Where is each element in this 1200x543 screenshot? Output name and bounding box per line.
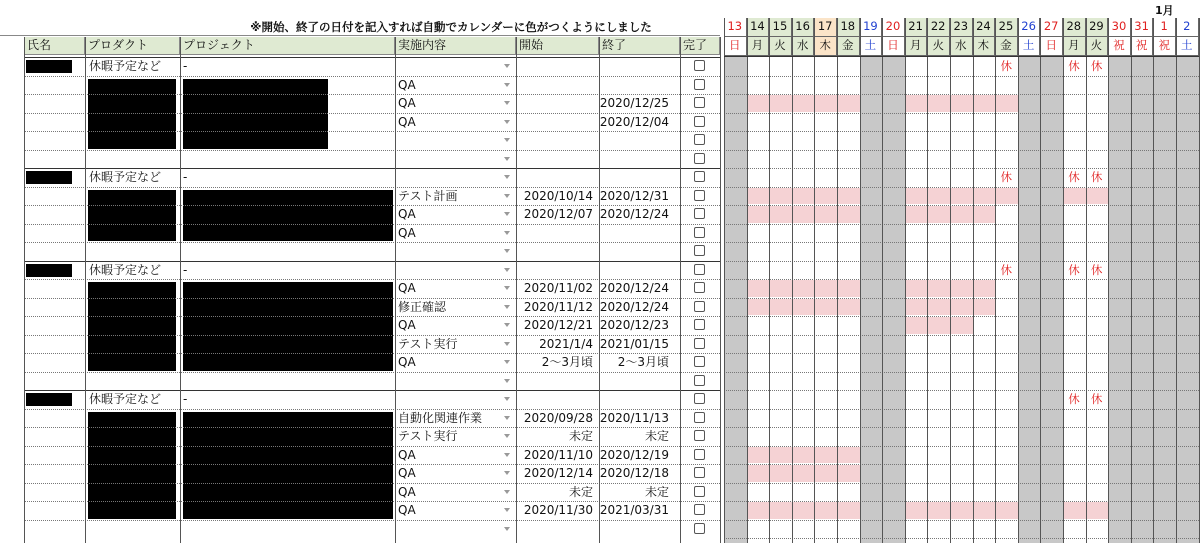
calendar-column-border [905, 18, 906, 543]
redacted-product [88, 190, 176, 242]
calendar-column-border [837, 18, 838, 543]
calendar-column-border [1063, 18, 1064, 543]
rest-day-mark: 休 [1068, 392, 1080, 406]
calendar-weekday[interactable]: 木 [973, 37, 996, 56]
dropdown-arrow-icon[interactable] [504, 157, 510, 161]
column-border [24, 37, 25, 543]
dropdown-arrow-icon[interactable] [504, 453, 510, 457]
calendar-day-number[interactable]: 28 [1063, 18, 1086, 37]
calendar-weekday[interactable]: 火 [1086, 37, 1109, 56]
done-checkbox[interactable] [694, 153, 705, 164]
done-checkbox[interactable] [694, 282, 705, 293]
schedule-bar [905, 502, 1018, 519]
redacted-project [183, 79, 328, 149]
schedule-bar [747, 465, 860, 482]
calendar-row-divider [724, 409, 1199, 410]
calendar-day-number[interactable]: 15 [769, 18, 792, 37]
calendar-row-divider [724, 242, 1199, 243]
calendar-row-divider [724, 224, 1199, 225]
instruction-note: ※開始、終了の日付を記入すれば自動でカレンダーに色がつくようにしました [250, 20, 652, 34]
header-done[interactable]: 完了 [680, 37, 720, 55]
task-start[interactable]: 未定 [568, 484, 593, 499]
dropdown-arrow-icon[interactable] [504, 175, 510, 179]
calendar-day-number[interactable]: 30 [1108, 18, 1131, 37]
redacted-project [183, 282, 393, 371]
schedule-bar [747, 502, 860, 519]
row-divider [24, 76, 720, 77]
row-divider [24, 520, 720, 521]
task-content[interactable]: QA [398, 484, 416, 499]
task-content[interactable]: QA [398, 355, 416, 369]
dropdown-arrow-icon[interactable] [504, 64, 510, 68]
calendar-day-number[interactable]: 25 [995, 18, 1018, 37]
dropdown-arrow-icon[interactable] [504, 323, 510, 327]
done-checkbox[interactable] [694, 134, 705, 145]
calendar-row-divider [724, 335, 1199, 336]
done-checkbox[interactable] [694, 449, 705, 460]
header-product[interactable]: プロダクト [85, 37, 180, 55]
calendar-day-number[interactable]: 24 [973, 18, 996, 37]
done-checkbox[interactable] [694, 412, 705, 423]
done-checkbox[interactable] [694, 338, 705, 349]
calendar-column-border [927, 18, 928, 543]
rest-day-mark: 休 [1068, 59, 1080, 73]
calendar-day-number[interactable]: 2 [1176, 18, 1199, 37]
rest-day-mark: 休 [1090, 392, 1103, 406]
project-dash[interactable]: - [183, 392, 188, 406]
calendar-weekday[interactable]: 月 [1063, 37, 1086, 56]
calendar-weekday[interactable]: 金 [995, 37, 1018, 56]
weekend-column-shade [1108, 57, 1131, 543]
header-content[interactable]: 実施内容 [395, 37, 516, 55]
calendar-column-border [724, 18, 725, 543]
done-checkbox[interactable] [694, 79, 705, 90]
task-end[interactable]: 2021/01/15 [599, 336, 669, 351]
task-start[interactable]: 2020/12/21 [523, 318, 593, 332]
task-end[interactable]: 2020/12/19 [599, 447, 669, 462]
calendar-weekday[interactable]: 木 [814, 37, 837, 56]
task-start[interactable]: 2020/11/02 [523, 281, 593, 295]
calendar-row-divider [724, 538, 1199, 539]
row-divider [24, 242, 720, 243]
task-start[interactable]: 2020/11/12 [523, 299, 593, 314]
task-content[interactable]: QA [398, 96, 416, 110]
calendar-weekday[interactable]: 火 [927, 37, 950, 56]
calendar-column-border [1131, 18, 1132, 543]
weekend-column-shade [1018, 57, 1041, 543]
calendar-column-border [1176, 18, 1177, 543]
calendar-row-divider [724, 427, 1199, 428]
dropdown-arrow-icon[interactable] [504, 101, 510, 105]
done-checkbox[interactable] [694, 264, 705, 275]
calendar-column-border [1199, 18, 1200, 543]
done-checkbox[interactable] [694, 486, 705, 497]
task-content[interactable]: QA [398, 114, 416, 129]
calendar-column-border [950, 18, 951, 543]
dropdown-arrow-icon[interactable] [504, 120, 510, 124]
calendar-row-divider [724, 261, 1199, 262]
month-label: 1月 [1155, 4, 1174, 17]
task-end[interactable]: 2020/12/24 [599, 281, 669, 295]
calendar-day-number[interactable]: 27 [1040, 18, 1063, 37]
calendar-day-number[interactable]: 13 [724, 18, 747, 37]
task-end[interactable]: 2020/12/25 [599, 96, 669, 110]
task-start[interactable]: 2020/10/14 [523, 188, 593, 203]
project-dash[interactable]: - [183, 170, 188, 184]
dropdown-arrow-icon[interactable] [504, 286, 510, 290]
done-checkbox[interactable] [694, 375, 705, 386]
schedule-bar [905, 188, 1018, 205]
dropdown-arrow-icon[interactable] [504, 527, 510, 531]
weekend-column-shade [1153, 57, 1176, 543]
task-content[interactable]: QA [398, 225, 416, 240]
calendar-weekday[interactable]: 月 [905, 37, 928, 56]
schedule-bar [905, 317, 973, 334]
dropdown-arrow-icon[interactable] [504, 360, 510, 364]
header-project[interactable]: プロジェクト [180, 37, 395, 55]
dropdown-arrow-icon[interactable] [504, 231, 510, 235]
task-content[interactable]: QA [398, 466, 416, 480]
calendar-column-border [747, 18, 748, 543]
row-divider [24, 131, 720, 132]
done-checkbox[interactable] [694, 523, 705, 534]
project-dash[interactable]: - [183, 59, 188, 73]
redacted-name [26, 393, 72, 406]
dropdown-arrow-icon[interactable] [504, 471, 510, 475]
redacted-name [26, 60, 72, 73]
done-checkbox[interactable] [694, 430, 705, 441]
calendar-weekday[interactable]: 水 [792, 37, 815, 56]
calendar-day-number[interactable]: 29 [1086, 18, 1109, 37]
calendar-column-border [1086, 18, 1087, 543]
task-start[interactable]: 未定 [568, 429, 593, 443]
header-start[interactable]: 開始 [516, 37, 599, 55]
rest-day-mark: 休 [1090, 59, 1103, 73]
calendar-row-divider [724, 150, 1199, 151]
task-content[interactable]: QA [398, 77, 416, 92]
row-divider [24, 150, 720, 151]
task-start[interactable]: 2021/1/4 [539, 336, 593, 351]
calendar-column-border [814, 18, 815, 543]
column-border [516, 37, 517, 543]
calendar-column-border [1153, 18, 1154, 543]
task-content[interactable]: テスト実行 [398, 336, 458, 351]
task-start[interactable]: 2020/12/14 [523, 466, 593, 480]
task-content[interactable]: テスト実行 [398, 429, 458, 443]
calendar-day-number[interactable]: 16 [792, 18, 815, 37]
task-end[interactable]: 2020/12/31 [599, 188, 669, 203]
task-end[interactable]: 2020/12/24 [599, 207, 669, 221]
task-start[interactable]: 2020/11/10 [523, 447, 593, 462]
redacted-name [26, 171, 72, 184]
rest-day-mark: 休 [1090, 170, 1103, 184]
dropdown-arrow-icon[interactable] [504, 416, 510, 420]
dropdown-arrow-icon[interactable] [504, 379, 510, 383]
calendar-day-number[interactable]: 20 [882, 18, 905, 37]
calendar-day-number[interactable]: 14 [747, 18, 770, 37]
task-content[interactable]: 修正確認 [398, 299, 447, 314]
done-checkbox[interactable] [694, 208, 705, 219]
weekend-column-shade [1176, 57, 1199, 543]
dropdown-arrow-icon[interactable] [504, 397, 510, 401]
task-end[interactable]: 2020/12/18 [599, 466, 669, 480]
rest-label[interactable]: 休暇予定など [89, 59, 162, 73]
calendar-column-border [973, 18, 974, 543]
done-checkbox[interactable] [694, 97, 705, 108]
task-end[interactable]: 2021/03/31 [599, 503, 669, 517]
done-checkbox[interactable] [694, 319, 705, 330]
calendar-column-border [1108, 18, 1109, 543]
calendar-row-divider [724, 390, 1199, 391]
column-border [720, 37, 721, 543]
calendar-row-divider [724, 520, 1199, 521]
calendar-weekday[interactable]: 土 [1018, 37, 1041, 56]
calendar-row-divider [724, 168, 1199, 169]
dropdown-arrow-icon[interactable] [504, 305, 510, 309]
calendar-weekday[interactable]: 火 [769, 37, 792, 56]
weekend-column-shade [1040, 57, 1063, 543]
calendar-day-number[interactable]: 22 [927, 18, 950, 37]
calendar-weekday[interactable]: 日 [724, 37, 747, 56]
dropdown-arrow-icon[interactable] [504, 434, 510, 438]
schedule-bar [747, 188, 860, 205]
task-content[interactable]: QA [398, 503, 416, 517]
schedule-bar [747, 447, 860, 464]
calendar-row-divider [724, 76, 1199, 77]
row-divider [24, 372, 720, 373]
task-end[interactable]: 未定 [644, 484, 669, 499]
weekend-column-shade [860, 57, 883, 543]
calendar-day-number[interactable]: 18 [837, 18, 860, 37]
weekend-column-shade [1131, 57, 1154, 543]
column-border [180, 37, 181, 543]
dropdown-arrow-icon[interactable] [504, 508, 510, 512]
rest-day-mark: 休 [1090, 262, 1103, 277]
calendar-day-number[interactable]: 23 [950, 18, 973, 37]
rest-label[interactable]: 休暇予定など [89, 170, 162, 184]
done-checkbox[interactable] [694, 190, 705, 201]
task-content[interactable]: QA [398, 318, 416, 332]
calendar-weekday[interactable]: 土 [1176, 37, 1199, 56]
task-content[interactable]: QA [398, 207, 416, 221]
done-checkbox[interactable] [694, 245, 705, 256]
calendar-day-number[interactable]: 17 [814, 18, 837, 37]
task-end[interactable]: 2020/12/23 [599, 318, 669, 332]
calendar-weekday[interactable]: 月 [747, 37, 770, 56]
task-end[interactable]: 2020/12/24 [599, 299, 669, 314]
rest-day-mark: 休 [1000, 262, 1012, 277]
task-start[interactable]: 2020/09/28 [523, 410, 593, 425]
task-start[interactable]: 2020/11/30 [523, 503, 593, 517]
calendar-column-border [860, 18, 861, 543]
column-border [395, 37, 396, 543]
column-border [85, 37, 86, 543]
done-checkbox[interactable] [694, 171, 705, 182]
done-checkbox[interactable] [694, 504, 705, 515]
redacted-product [88, 282, 176, 371]
dropdown-arrow-icon[interactable] [504, 138, 510, 142]
calendar-column-border [1018, 18, 1019, 543]
calendar-day-number[interactable]: 31 [1131, 18, 1154, 37]
calendar-row-divider [724, 372, 1199, 373]
task-content[interactable]: QA [398, 281, 416, 295]
calendar-weekday[interactable]: 土 [860, 37, 883, 56]
schedule-bar [747, 95, 860, 112]
dropdown-arrow-icon[interactable] [504, 490, 510, 494]
calendar-weekday[interactable]: 祝 [1153, 37, 1176, 56]
calendar-weekday[interactable]: 祝 [1108, 37, 1131, 56]
calendar-day-number[interactable]: 1 [1153, 18, 1176, 37]
header-end[interactable]: 終了 [599, 37, 680, 55]
calendar-weekday[interactable]: 日 [882, 37, 905, 56]
calendar-column-border [792, 18, 793, 543]
task-end[interactable]: 2〜3月頃 [617, 355, 669, 369]
calendar-weekday[interactable]: 水 [950, 37, 973, 56]
dropdown-arrow-icon[interactable] [504, 268, 510, 272]
redacted-project [183, 190, 393, 242]
calendar-column-border [769, 18, 770, 543]
rest-day-mark: 休 [1068, 262, 1080, 277]
rest-day-mark: 休 [1000, 59, 1012, 73]
rest-label[interactable]: 休暇予定など [89, 262, 162, 277]
calendar-column-border [1040, 18, 1041, 543]
dropdown-arrow-icon[interactable] [504, 194, 510, 198]
task-end[interactable]: 未定 [644, 429, 669, 443]
done-checkbox[interactable] [694, 356, 705, 367]
calendar-column-border [882, 18, 883, 543]
schedule-bar [905, 95, 1018, 112]
dropdown-arrow-icon[interactable] [504, 342, 510, 346]
task-start[interactable]: 2020/12/07 [523, 207, 593, 221]
calendar-weekday[interactable]: 祝 [1131, 37, 1154, 56]
calendar-row-divider [724, 483, 1199, 484]
done-checkbox[interactable] [694, 116, 705, 127]
done-checkbox[interactable] [694, 227, 705, 238]
weekend-column-shade [724, 57, 747, 543]
done-checkbox[interactable] [694, 393, 705, 404]
task-content[interactable]: QA [398, 447, 416, 462]
task-start[interactable]: 2〜3月頃 [541, 355, 593, 369]
calendar-day-number[interactable]: 26 [1018, 18, 1041, 37]
schedule-bar [747, 206, 860, 223]
calendar-weekday[interactable]: 金 [837, 37, 860, 56]
task-end[interactable]: 2020/11/13 [599, 410, 669, 425]
task-content[interactable]: 自動化関連作業 [398, 410, 483, 425]
rest-label[interactable]: 休暇予定など [89, 392, 162, 406]
dropdown-arrow-icon[interactable] [504, 212, 510, 216]
done-checkbox[interactable] [694, 301, 705, 312]
schedule-bar [747, 299, 860, 316]
weekend-column-shade [882, 57, 905, 543]
task-content[interactable]: テスト計画 [398, 188, 458, 203]
calendar-row-divider [724, 131, 1199, 132]
header-name[interactable]: 氏名 [24, 37, 85, 55]
row-divider [24, 224, 720, 225]
redacted-name [26, 264, 72, 277]
done-checkbox[interactable] [694, 60, 705, 71]
calendar-day-number[interactable]: 19 [860, 18, 883, 37]
calendar-row-divider [724, 353, 1199, 354]
schedule-bar [747, 280, 860, 297]
calendar-header-bottom [724, 56, 1199, 57]
calendar-day-number[interactable]: 21 [905, 18, 928, 37]
calendar-row-divider [724, 113, 1199, 114]
rest-day-mark: 休 [1068, 170, 1080, 184]
done-checkbox[interactable] [694, 467, 705, 478]
project-dash[interactable]: - [183, 262, 188, 277]
dropdown-arrow-icon[interactable] [504, 83, 510, 87]
redacted-product [88, 79, 176, 149]
calendar-weekday[interactable]: 日 [1040, 37, 1063, 56]
rest-day-mark: 休 [1000, 170, 1012, 184]
task-end[interactable]: 2020/12/04 [599, 114, 669, 129]
calendar-column-border [995, 18, 996, 543]
column-border [680, 37, 681, 543]
dropdown-arrow-icon[interactable] [504, 249, 510, 253]
column-border [599, 37, 600, 543]
